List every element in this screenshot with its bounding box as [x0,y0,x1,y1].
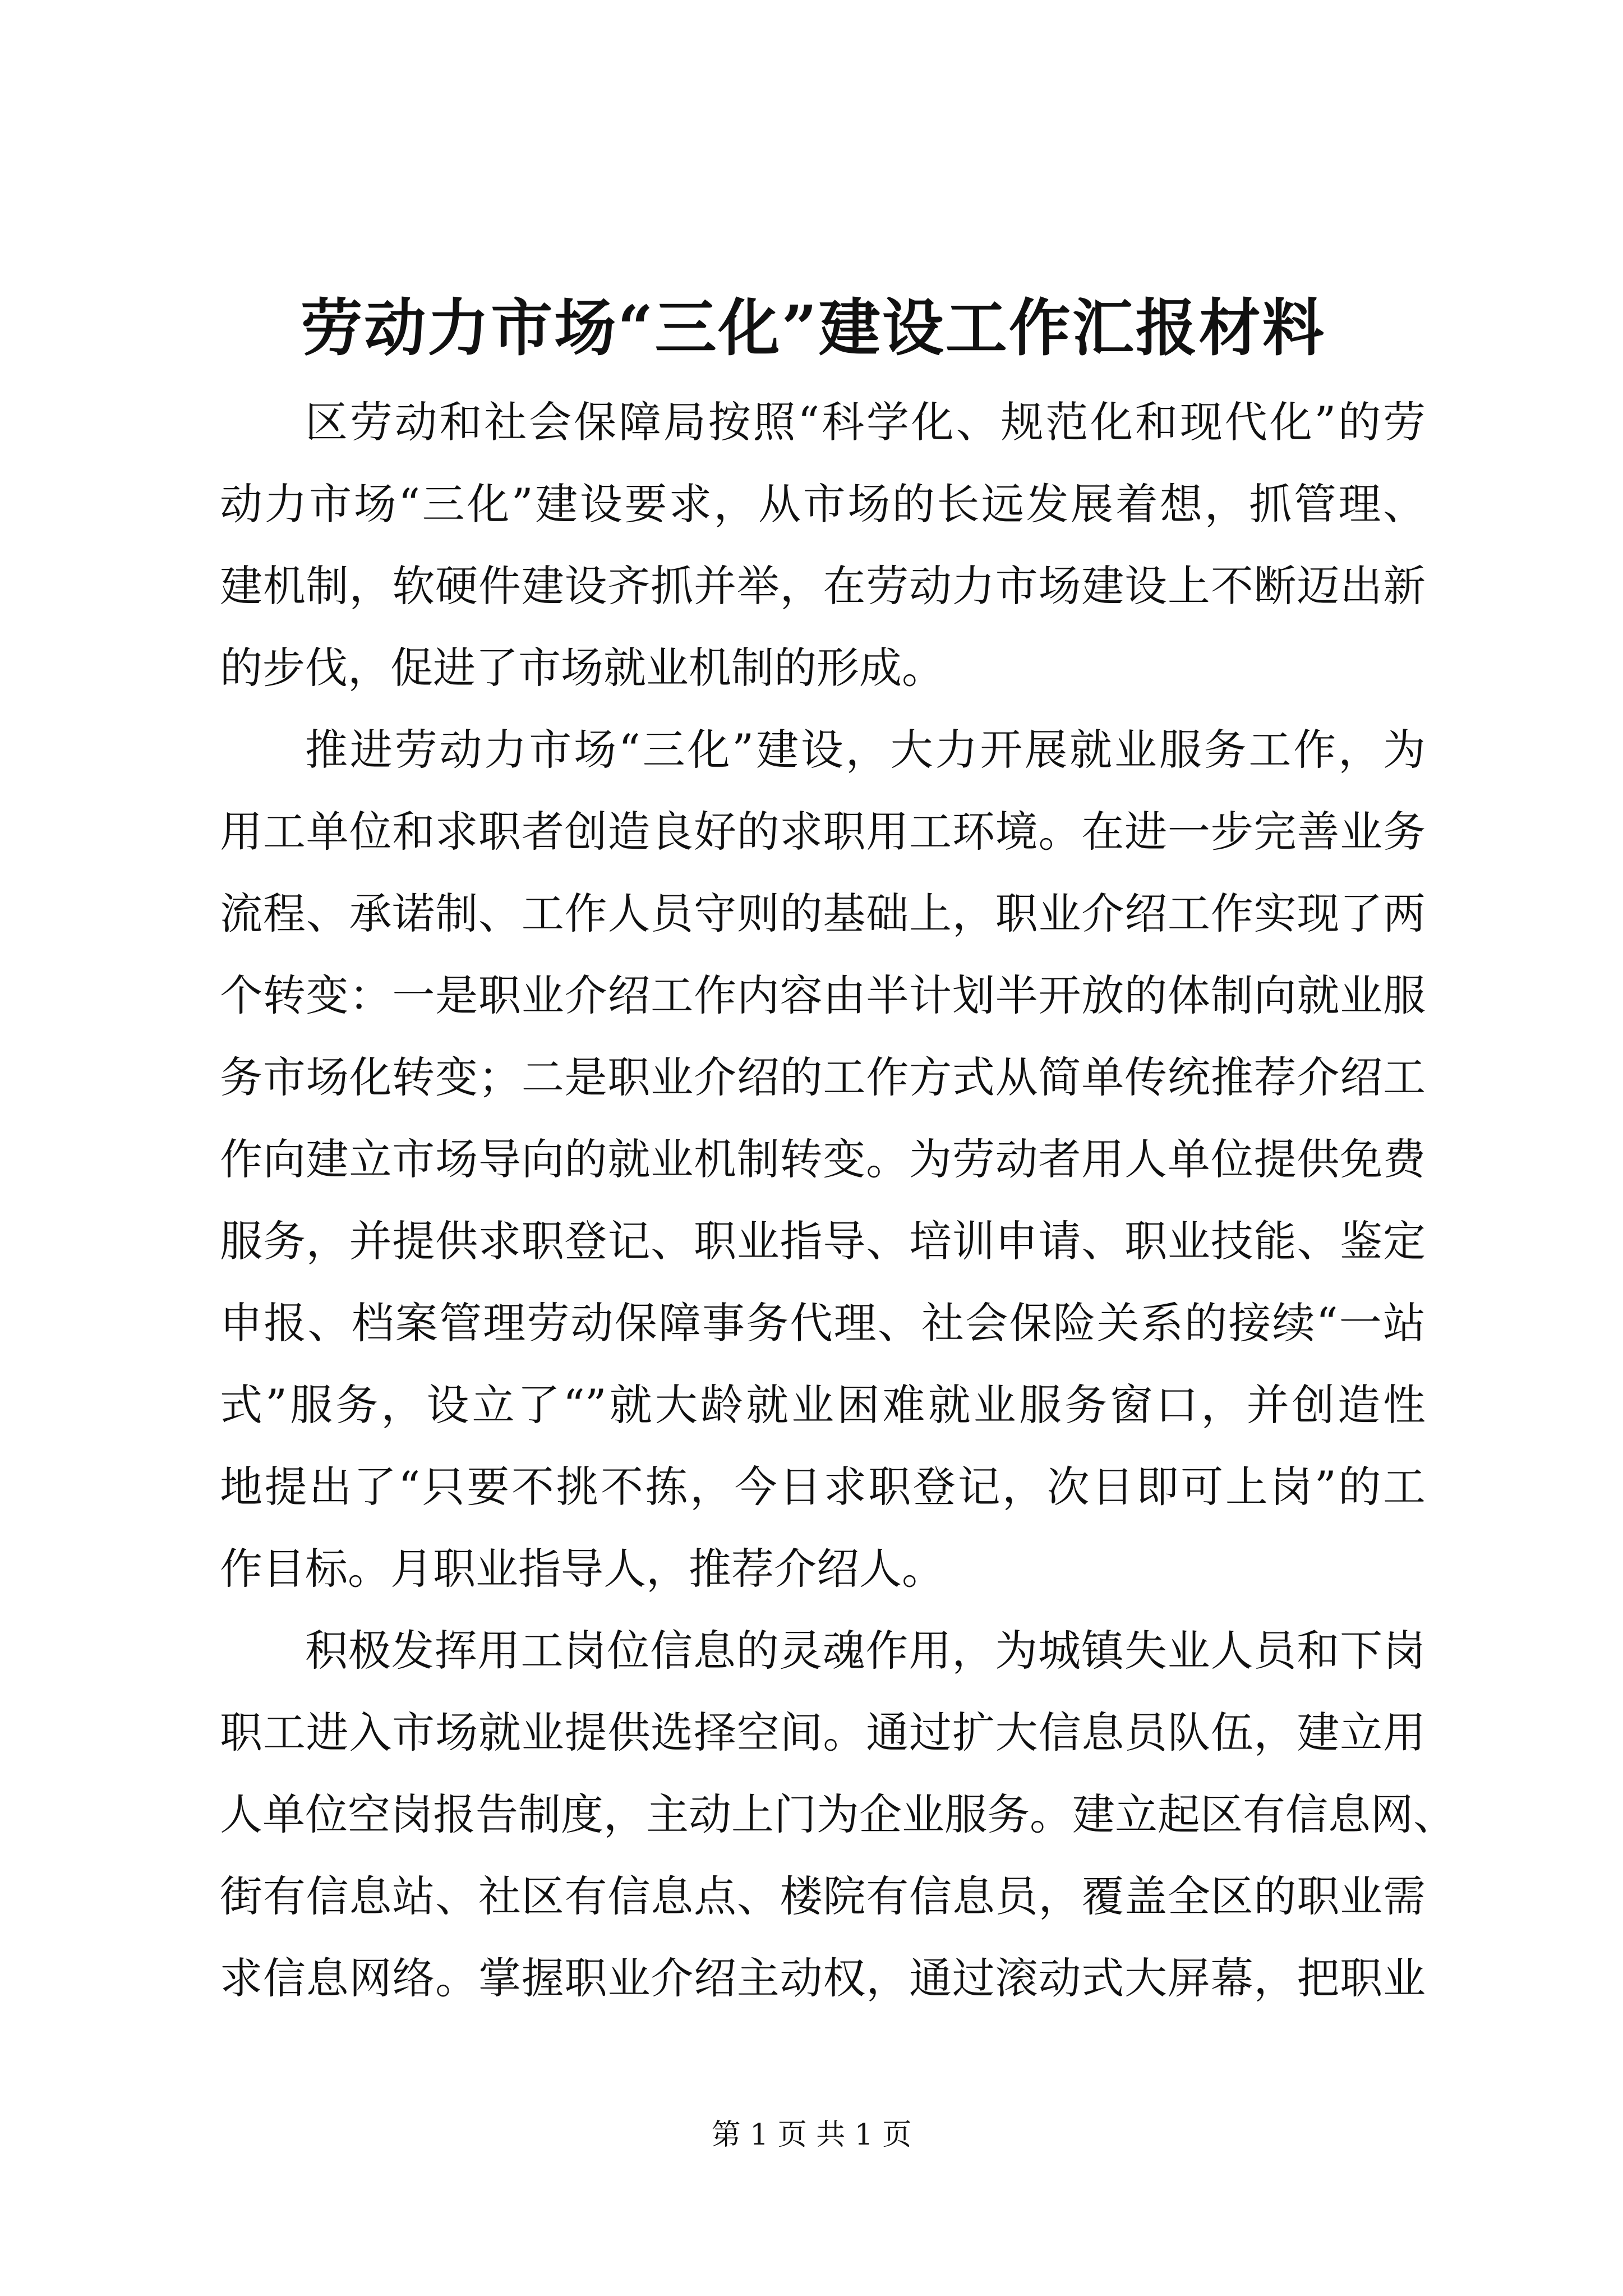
text-line: 建机制，软硬件建设齐抓并举，在劳动力市场建设上不断迈出新 [220,561,1426,611]
document-title: 劳动力市场“三化”建设工作汇报材料 [301,292,1326,364]
page-footer: 第 1 页 共 1 页 [711,2118,912,2152]
text-line: 积极发挥用工岗位信息的灵魂作用，为城镇失业人员和下岗 [305,1626,1426,1676]
text-line: 街有信息站、社区有信息点、楼院有信息员，覆盖全区的职业需 [220,1871,1426,1921]
text-line: 流程、承诺制、工作人员守则的基础上，职业介绍工作实现了两 [220,889,1426,938]
text-line: 式”服务，设立了“”就大龄就业困难就业服务窗口，并创造性 [220,1380,1426,1430]
document-body [220,381,1456,2019]
text-line: 申报、档案管理劳动保障事务代理、社会保险关系的接续“一站 [220,1298,1426,1348]
text-line: 动力市场“三化”建设要求，从市场的长远发展着想，抓管理、 [220,479,1426,529]
text-line: 作向建立市场导向的就业机制转变。为劳动者用人单位提供免费 [220,1134,1426,1184]
text-line: 人单位空岗报告制度，主动上门为企业服务。建立起区有信息网、 [220,1789,1456,1839]
text-line: 推进劳动力市场“三化”建设，大力开展就业服务工作，为 [305,725,1426,775]
text-line: 个转变：一是职业介绍工作内容由半计划半开放的体制向就业服 [220,970,1426,1020]
text-line: 区劳动和社会保障局按照“科学化、规范化和现代化”的劳 [305,397,1426,447]
text-line: 的步伐，促进了市场就业机制的形成。 [220,643,944,693]
text-line: 服务，并提供求职登记、职业指导、培训申请、职业技能、鉴定 [220,1216,1426,1266]
text-line: 务市场化转变；二是职业介绍的工作方式从简单传统推荐介绍工 [220,1052,1426,1102]
text-line: 作目标。月职业指导人，推荐介绍人。 [220,1544,944,1594]
text-line: 求信息网络。掌握职业介绍主动权，通过滚动式大屏幕，把职业 [220,1953,1426,2003]
text-line: 用工单位和求职者创造良好的求职用工环境。在进一步完善业务 [220,807,1426,857]
text-line: 职工进入市场就业提供选择空间。通过扩大信息员队伍，建立用 [220,1708,1426,1757]
text-line: 地提出了“只要不挑不拣，今日求职登记，次日即可上岗”的工 [220,1462,1426,1512]
